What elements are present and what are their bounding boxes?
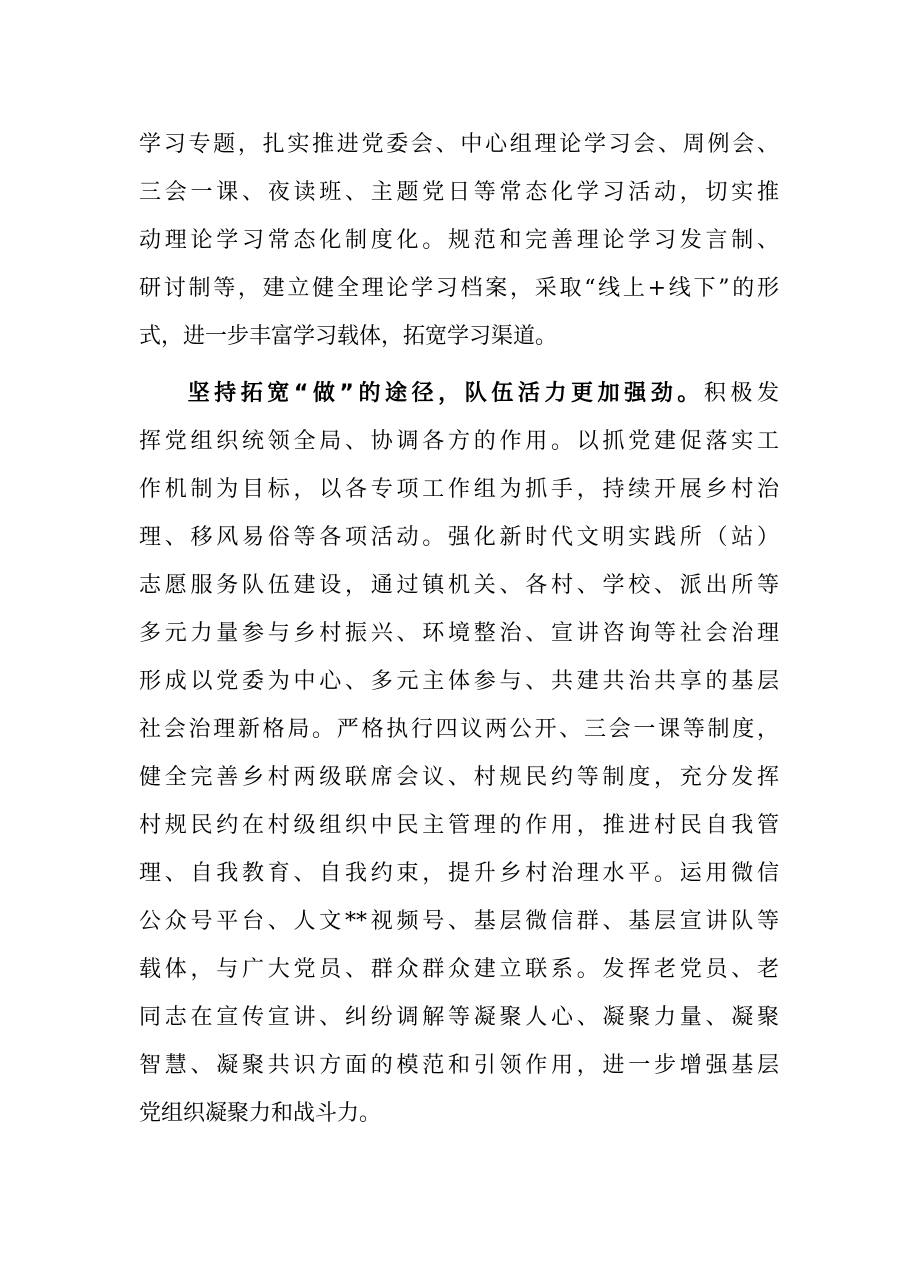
text-line: 理、移风易俗等各项活动。强化新时代文明实践所（站） — [139, 525, 779, 550]
document-body — [139, 121, 779, 1138]
paragraph-learning — [139, 121, 779, 361]
text-line: 公众号平台、人文**视频号、基层微信群、基层宣讲队等 — [139, 909, 779, 934]
text-line: 志愿服务队伍建设，通过镇机关、各村、学校、派出所等 — [139, 573, 779, 598]
text-line: 形成以党委为中心、多元主体参与、共建共治共享的基层 — [139, 669, 779, 694]
paragraph-heading: 坚持拓宽“做”的途径，队伍活力更加强劲。 — [183, 381, 704, 406]
text-line: 挥党组织统领全局、协调各方的作用。以抓党建促落实工 — [139, 429, 779, 454]
paragraph-first-line — [139, 370, 779, 418]
text-line: 健全完善乡村两级联席会议、村规民约等制度，充分发挥 — [139, 765, 779, 790]
text-line: 党组织凝聚力和战斗力。 — [139, 1101, 382, 1126]
text-line: 多元力量参与乡村振兴、环境整治、宣讲咨询等社会治理 — [139, 621, 779, 646]
text-line: 作机制为目标，以各专项工作组为抓手，持续开展乡村治 — [139, 477, 779, 502]
text-line: 同志在宣传宣讲、纠纷调解等凝聚人心、凝聚力量、凝聚 — [139, 1005, 779, 1030]
text-line: 村规民约在村级组织中民主管理的作用，推进村民自我管 — [139, 813, 779, 838]
text-line: 社会治理新格局。严格执行四议两公开、三会一课等制度， — [139, 717, 779, 742]
text-run: 积极发 — [703, 381, 779, 406]
text-line: 理、自我教育、自我约束，提升乡村治理水平。运用微信 — [139, 861, 779, 886]
paragraph-practice — [139, 370, 779, 1138]
text-line: 动理论学习常态化制度化。规范和完善理论学习发言制、 — [139, 228, 779, 253]
paragraph-gap — [139, 361, 779, 370]
text-line: 智慧、凝聚共识方面的模范和引领作用，进一步增强基层 — [139, 1053, 779, 1078]
text-line: 学习专题，扎实推进党委会、中心组理论学习会、周例会、 — [139, 132, 779, 157]
text-line: 三会一课、夜读班、主题党日等常态化学习活动，切实推 — [139, 180, 779, 205]
text-line: 载体，与广大党员、群众群众建立联系。发挥老党员、老 — [139, 957, 779, 982]
text-line: 式，进一步丰富学习载体，拓宽学习渠道。 — [139, 324, 558, 349]
text-line: 研讨制等，建立健全理论学习档案，采取“线上+线下”的形 — [139, 276, 779, 301]
